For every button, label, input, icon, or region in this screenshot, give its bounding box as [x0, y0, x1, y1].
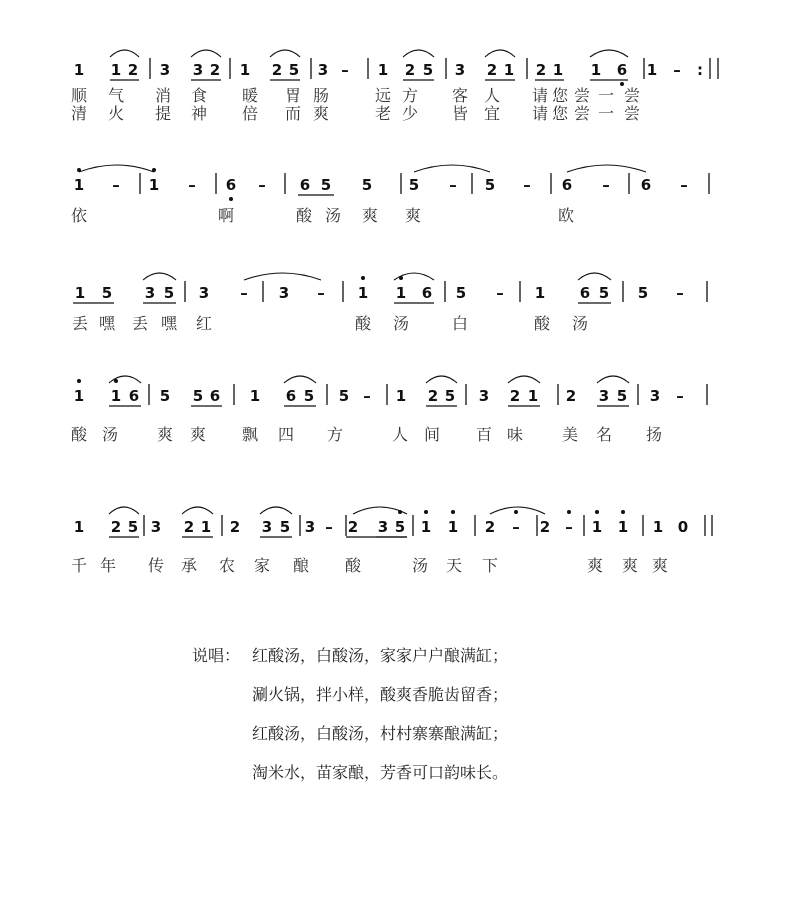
note: – [341, 61, 349, 79]
note: 3 [377, 518, 389, 536]
note: 1 [503, 61, 515, 79]
shuochang-line [192, 720, 632, 759]
lyric-char: 丢 [131, 314, 149, 333]
note: 6 [616, 61, 628, 79]
shuochang-section [192, 642, 632, 798]
lyric-char: 飘 [241, 425, 259, 444]
lyric-char: 下 [481, 556, 499, 575]
note: 1 [73, 387, 85, 405]
lyric-char: 神 [190, 104, 208, 123]
note: 3 [159, 61, 171, 79]
note: 2 [427, 387, 439, 405]
note: 6 [128, 387, 140, 405]
lyric-char: 爽 [361, 206, 379, 225]
slur-arc [403, 50, 434, 57]
note: 5 [455, 284, 467, 302]
slur-arc [182, 507, 213, 514]
slur-arc [270, 50, 300, 57]
shuochang-line [192, 681, 632, 720]
note: – [449, 176, 457, 194]
lyric-char: 四 [277, 425, 295, 444]
lyric-char: 爽 [312, 104, 330, 123]
note: 6 [640, 176, 652, 194]
lyric-char: 一 [597, 104, 615, 123]
slur-arc [244, 273, 321, 280]
note: 2 [127, 61, 139, 79]
note: 2 [229, 518, 241, 536]
slur-arc [191, 50, 221, 57]
note: 2 [484, 518, 496, 536]
note: 2 [535, 61, 547, 79]
lyric-char: 红 [195, 314, 213, 333]
note: 5 [616, 387, 628, 405]
note: – [240, 284, 248, 302]
note: 5 [320, 176, 332, 194]
octave-dot-high [595, 510, 599, 514]
lyric-char: 食 [190, 86, 208, 105]
note: 3 [150, 518, 162, 536]
lyric-char: 嘿 [160, 314, 178, 333]
note: 3 [261, 518, 273, 536]
note: 1 [73, 61, 85, 79]
note: 5 [598, 284, 610, 302]
octave-dot-high [361, 276, 365, 280]
lyric-char: 味 [506, 425, 524, 444]
shuochang-text: 涮火锅，拌小样，酸爽香脆齿留香； [252, 685, 509, 704]
octave-dot-high [398, 510, 402, 514]
octave-dot-high [567, 510, 571, 514]
lyric-char: 肠 [312, 86, 330, 105]
note: – [676, 387, 684, 405]
note: 2 [347, 518, 359, 536]
note: 5 [288, 61, 300, 79]
note: 5 [422, 61, 434, 79]
lyric-char: 清 [70, 104, 88, 123]
note: 1 [646, 61, 658, 79]
note: 1 [200, 518, 212, 536]
note: 1 [148, 176, 160, 194]
note: – [258, 176, 266, 194]
lyric-char: 暖 [241, 86, 259, 105]
slur-arc [110, 50, 139, 57]
note: 5 [279, 518, 291, 536]
note: – [363, 387, 371, 405]
slur-arc [567, 165, 646, 172]
note: 6 [561, 176, 573, 194]
lyric-char: 皆 [451, 104, 469, 123]
note: – [188, 176, 196, 194]
note: – [112, 176, 120, 194]
shuochang-line [192, 642, 632, 681]
note: 5 [408, 176, 420, 194]
lyric-char: 依 [70, 206, 88, 225]
note: 6 [421, 284, 433, 302]
lyric-char: 家 [253, 556, 271, 575]
slur-arc [485, 50, 515, 57]
note: 5 [127, 518, 139, 536]
lyric-char: 顺 [70, 86, 88, 105]
slur-arc [284, 376, 316, 383]
note: – [680, 176, 688, 194]
note: 5 [159, 387, 171, 405]
lyric-char: 提 [154, 104, 172, 123]
note: 3 [649, 387, 661, 405]
note: – [325, 518, 333, 536]
lyric-char: 爽 [621, 556, 639, 575]
slur-arc [426, 376, 457, 383]
octave-dot-high [77, 168, 81, 172]
note: 2 [565, 387, 577, 405]
note: 6 [225, 176, 237, 194]
lyric-char: 倍 [241, 104, 259, 123]
note: 1 [534, 284, 546, 302]
lyric-char: 汤 [324, 206, 342, 225]
note: – [512, 518, 520, 536]
note: 2 [271, 61, 283, 79]
note: – [602, 176, 610, 194]
lyric-char: 爽 [586, 556, 604, 575]
lyric-char: 爽 [156, 425, 174, 444]
note: 1 [552, 61, 564, 79]
note: 1 [527, 387, 539, 405]
slur-arc [578, 273, 611, 280]
note: – [565, 518, 573, 536]
note: 3 [278, 284, 290, 302]
shuochang-text: 红酸汤，白酸汤，村村寨寨酿满缸； [252, 724, 509, 743]
slur-arc [109, 507, 139, 514]
lyric-char: 爽 [189, 425, 207, 444]
note: 3 [144, 284, 156, 302]
note: 1 [73, 518, 85, 536]
lyric-char: 酸 [295, 206, 313, 225]
lyric-char: 酿 [292, 556, 310, 575]
note: 1 [395, 284, 407, 302]
note: – [317, 284, 325, 302]
lyric-char: 汤 [411, 556, 429, 575]
slur-arc [109, 376, 141, 383]
note: 1 [357, 284, 369, 302]
octave-dot-high [77, 379, 81, 383]
lyric-char: 而 [284, 104, 302, 123]
octave-dot-low [229, 197, 233, 201]
lyric-char: 客 [451, 86, 469, 105]
lyric-char: 欧 [557, 206, 575, 225]
note: 5 [163, 284, 175, 302]
note: 1 [590, 61, 602, 79]
lyric-char: 人 [391, 425, 409, 444]
note: 1 [420, 518, 432, 536]
note: 5 [303, 387, 315, 405]
note: 5 [338, 387, 350, 405]
note: – [673, 61, 681, 79]
note: 5 [361, 176, 373, 194]
lyric-char: 尝 [573, 104, 591, 123]
lyric-char: 农 [218, 556, 236, 575]
lyric-char: 啊 [217, 206, 235, 225]
lyric-char: 尝 [573, 86, 591, 105]
note: 2 [486, 61, 498, 79]
note: 1 [652, 518, 664, 536]
note: 2 [110, 518, 122, 536]
lyric-char: 远 [374, 86, 392, 105]
lyric-char: 传 [147, 556, 165, 575]
note: 6 [579, 284, 591, 302]
note: 1 [377, 61, 389, 79]
lyric-char: 少 [401, 104, 419, 123]
note: 1 [617, 518, 629, 536]
note: 5 [394, 518, 406, 536]
lyric-char: 气 [107, 86, 125, 105]
slur-arc [414, 165, 490, 172]
lyric-char: 丢 [71, 314, 89, 333]
note: 2 [404, 61, 416, 79]
lyric-char: 火 [107, 104, 125, 123]
lyric-char: 千 [70, 556, 88, 575]
lyric-char: 承 [180, 556, 198, 575]
lyric-char: 天 [445, 556, 463, 575]
lyric-char: 百 [475, 425, 493, 444]
lyric-char: 酸 [354, 314, 372, 333]
note: 3 [454, 61, 466, 79]
lyric-char: 名 [595, 425, 613, 444]
lyric-char: 老 [374, 104, 392, 123]
lyric-char: 请 [531, 86, 549, 105]
slur-arc [79, 165, 154, 172]
lyric-char: 美 [561, 425, 579, 444]
lyric-char: 请 [531, 104, 549, 123]
slur-arc [590, 50, 628, 57]
lyric-char: 方 [401, 86, 419, 105]
octave-dot-high [451, 510, 455, 514]
note: 1 [447, 518, 459, 536]
shuochang-label: 说唱： [192, 646, 241, 665]
lyric-char: 人 [483, 86, 501, 105]
note: 1 [591, 518, 603, 536]
note: 1 [239, 61, 251, 79]
note: 6 [299, 176, 311, 194]
lyric-char: 爽 [404, 206, 422, 225]
note: 3 [304, 518, 316, 536]
lyric-char: 您 [551, 86, 569, 105]
octave-dot-high [399, 276, 403, 280]
note: 2 [183, 518, 195, 536]
note: 1 [110, 387, 122, 405]
slur-arc [597, 376, 629, 383]
note: 2 [209, 61, 221, 79]
note: – [676, 284, 684, 302]
lyric-char: 年 [99, 556, 117, 575]
note: 5 [101, 284, 113, 302]
note: 2 [509, 387, 521, 405]
note: 3 [478, 387, 490, 405]
octave-dot-high [114, 379, 118, 383]
note: 1 [395, 387, 407, 405]
note: 5 [637, 284, 649, 302]
octave-dot-high [152, 168, 156, 172]
lyric-char: 白 [451, 314, 469, 333]
note: 5 [444, 387, 456, 405]
note: 1 [110, 61, 122, 79]
note: 3 [598, 387, 610, 405]
note: 6 [209, 387, 221, 405]
note: 3 [192, 61, 204, 79]
note: 3 [198, 284, 210, 302]
octave-dot-high [424, 510, 428, 514]
note: 5 [192, 387, 204, 405]
lyric-char: 爽 [651, 556, 669, 575]
lyric-char: 尝 [623, 86, 641, 105]
lyric-char: 您 [551, 104, 569, 123]
note: : [697, 61, 703, 79]
lyric-char: 宜 [483, 104, 501, 123]
lyric-char: 一 [597, 86, 615, 105]
shuochang-text: 淘米水，苗家酿，芳香可口韵味长。 [252, 763, 509, 782]
note: 2 [539, 518, 551, 536]
shuochang-text: 红酸汤，白酸汤，家家户户酿满缸； [252, 646, 509, 665]
shuochang-line [192, 759, 632, 798]
note: 3 [317, 61, 329, 79]
lyric-char: 酸 [70, 425, 88, 444]
lyric-char: 酸 [344, 556, 362, 575]
lyric-char: 汤 [101, 425, 119, 444]
octave-dot-high [621, 510, 625, 514]
note: 0 [677, 518, 689, 536]
lyric-char: 方 [326, 425, 344, 444]
lyric-char: 汤 [571, 314, 589, 333]
note: 1 [249, 387, 261, 405]
note: 6 [285, 387, 297, 405]
note: – [523, 176, 531, 194]
slur-arc [508, 376, 540, 383]
octave-dot-high [514, 510, 518, 514]
lyric-char: 扬 [645, 425, 663, 444]
lyric-char: 间 [423, 425, 441, 444]
lyric-char: 消 [154, 86, 172, 105]
lyric-char: 酸 [533, 314, 551, 333]
lyric-char: 胃 [284, 86, 302, 105]
note: 5 [484, 176, 496, 194]
note: – [496, 284, 504, 302]
lyric-char: 尝 [623, 104, 641, 123]
slur-arc [143, 273, 176, 280]
note: 1 [73, 176, 85, 194]
slur-arc [260, 507, 292, 514]
lyric-char: 嘿 [98, 314, 116, 333]
note: 1 [74, 284, 86, 302]
lyric-char: 汤 [392, 314, 410, 333]
